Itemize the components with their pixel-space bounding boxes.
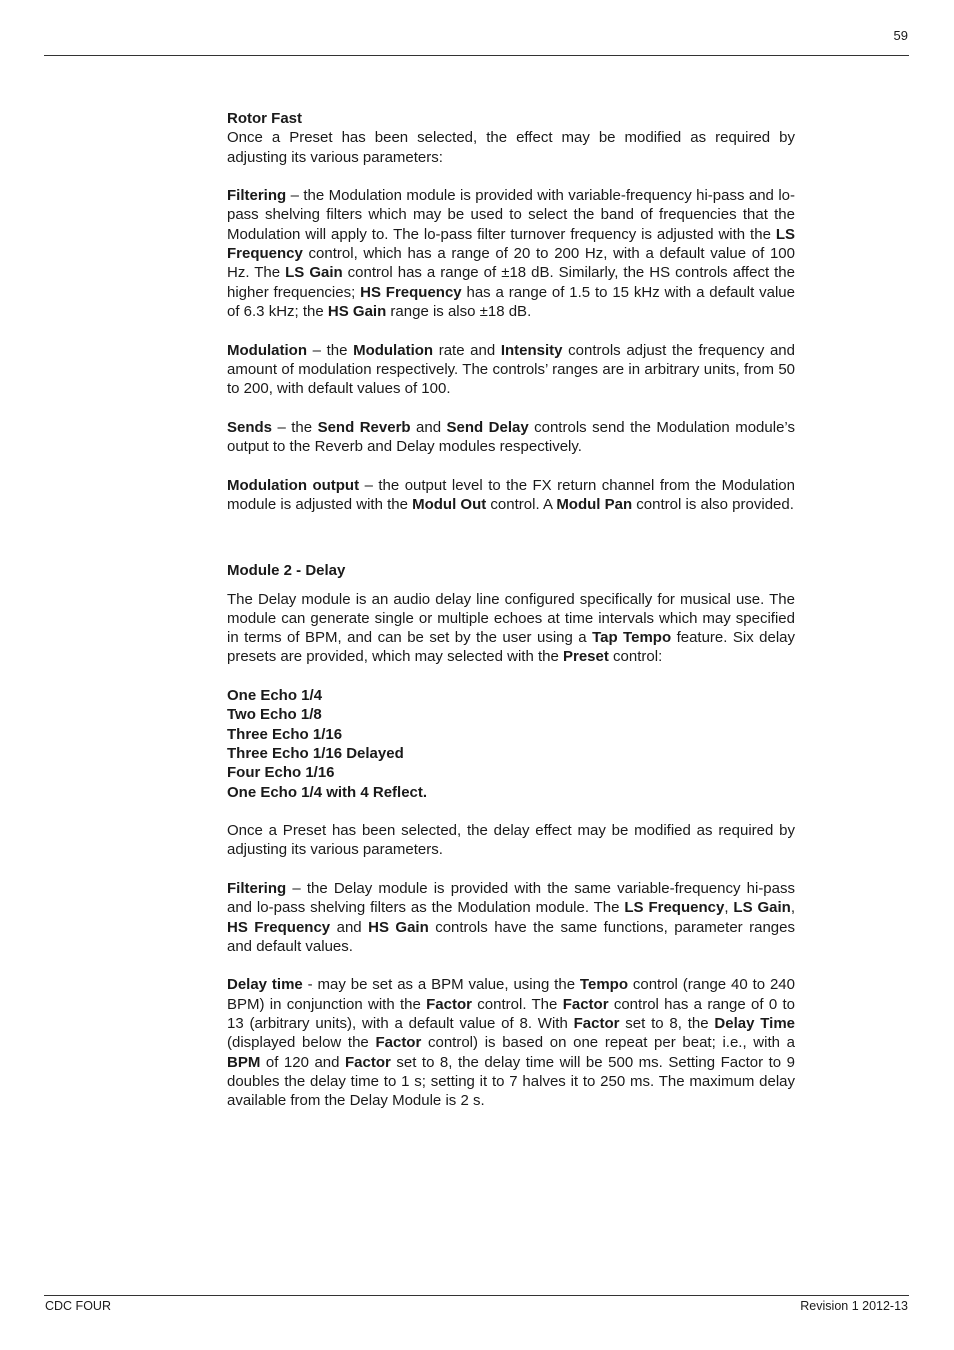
text-run: – the — [306, 341, 354, 359]
bold-term: BPM — [227, 1053, 261, 1071]
text-run: range is also ±18 dB. — [386, 302, 532, 320]
preset-item: Four Echo 1/16 — [227, 764, 335, 782]
text-run: controls send the Modulation module’s output to the Reverb and Delay modules respectively. — [227, 418, 795, 456]
text-run: control. A — [486, 495, 557, 513]
text-run: control) is based on one repeat per beat; i.e., with a — [421, 1034, 795, 1052]
text-run: , — [724, 899, 734, 917]
bold-term: LS Gain — [285, 264, 343, 282]
delay-after-presets-paragraph: Once a Preset has been selected, the delay effect may be modified as required by adjusting its various parameters. — [227, 822, 795, 859]
bold-term: Modul Pan — [556, 495, 633, 513]
footer-rule — [44, 1295, 909, 1296]
bold-term: Filtering — [227, 187, 287, 205]
bold-term: LS Gain — [733, 899, 791, 917]
text-run: – the output level to the FX return channel from the Modulation module is adjusted with the — [227, 476, 795, 513]
rotor-output-paragraph — [227, 476, 795, 515]
bold-term: Modulation — [227, 341, 307, 359]
delay-time-paragraph — [227, 975, 795, 1110]
preset-item: Three Echo 1/16 — [227, 725, 343, 743]
text-run: - may be set as a BPM value, using the — [302, 976, 580, 994]
bold-term: Tap Tempo — [592, 629, 672, 647]
text-run: set to 8, the delay time will be 500 ms. Setting Factor to 9 doubles the delay time to 1 s; setting it to 7 halves it to 250 ms. The maximum delay available from the Delay Module is 2 s. — [227, 1053, 795, 1110]
text-run: rate and — [433, 341, 501, 359]
bold-term: LS Frequency — [624, 899, 725, 917]
text-run: control has a range of ±18 dB. Similarly, the HS controls affect the higher frequencies; — [227, 264, 795, 301]
text-run: of 120 and — [260, 1053, 345, 1071]
bold-term: Modulation — [353, 341, 434, 359]
text-run: control is also provided. — [632, 495, 794, 513]
delay-intro-paragraph — [227, 590, 795, 667]
text-run: (displayed below the — [227, 1034, 376, 1052]
rotor-fast-heading: Rotor Fast — [227, 110, 302, 127]
rotor-modulation-paragraph — [227, 341, 795, 399]
text-run: – the Modulation module is provided with variable-frequency hi-pass and lo-pass shelving filters which may be used to select the band of frequencies that the Modulation will apply to. The lo-pass filter turnover frequency is adjusted with the — [227, 187, 795, 243]
footer-revision: Revision 1 2012-13 — [800, 1299, 908, 1313]
preset-item: Three Echo 1/16 Delayed — [227, 744, 404, 762]
bold-term: HS Frequency — [360, 283, 462, 301]
delay-preset-list — [227, 686, 795, 802]
bold-term: Tempo — [579, 976, 628, 994]
rotor-filtering-paragraph — [227, 186, 795, 321]
page-content — [227, 109, 795, 1111]
preset-item: One Echo 1/4 — [227, 687, 323, 705]
bold-term: Modulation output — [227, 476, 360, 494]
footer-product-name: CDC FOUR — [45, 1299, 111, 1313]
preset-item: One Echo 1/4 with 4 Reflect. — [227, 783, 428, 801]
bold-term: Preset — [563, 648, 609, 666]
bold-term: Filtering — [227, 879, 287, 897]
bold-term: Factor — [345, 1053, 391, 1071]
text-run: set to 8, the — [619, 1015, 715, 1033]
bold-term: Sends — [227, 418, 273, 436]
header-rule — [44, 55, 909, 56]
bold-term: Factor — [562, 995, 609, 1013]
text-run: controls have the same functions, parameter ranges and default values. — [227, 918, 795, 955]
text-run: and — [410, 418, 447, 436]
text-run: The Delay module is an audio delay line configured specifically for musical use. The module can generate single or multiple echoes at time intervals which may specified in terms of BPM, and can be set by the user using a — [227, 590, 795, 647]
text-run: control. The — [471, 995, 563, 1013]
text-run: , — [790, 899, 795, 917]
bold-term: Factor — [426, 995, 472, 1013]
bold-term: Send Reverb — [317, 418, 411, 436]
page-number: 59 — [893, 28, 908, 43]
bold-term: Factor — [375, 1034, 422, 1052]
text-run: – the Delay module is provided with the same variable-frequency hi-pass and lo-pass shelving filters as the Modulation module. The — [227, 879, 795, 917]
bold-term: Delay time — [227, 976, 303, 994]
text-run: control: — [608, 648, 663, 666]
bold-term: HS Gain — [368, 918, 429, 936]
bold-term: Delay Time — [714, 1015, 796, 1033]
rotor-sends-paragraph — [227, 418, 795, 457]
delay-filtering-paragraph — [227, 879, 795, 956]
text-run: and — [330, 918, 369, 936]
text-run: control has a range of 0 to 13 (arbitrary units), with a default value of 8. With — [227, 995, 795, 1033]
bold-term: Modul Out — [412, 495, 487, 513]
text-run: – the — [272, 418, 318, 436]
text-run: has a range of 1.5 to 15 kHz with a default value of 6.3 kHz; the — [227, 283, 795, 320]
preset-item: Two Echo 1/8 — [227, 706, 322, 724]
bold-term: Send Delay — [446, 418, 529, 436]
bold-term: HS Frequency — [227, 918, 331, 936]
bold-term: Intensity — [500, 341, 563, 359]
bold-term: Factor — [573, 1015, 620, 1033]
text-run: control, which has a range of 20 to 200 Hz, with a default value of 100 Hz. The — [227, 245, 795, 282]
bold-term: LS Frequency — [227, 225, 795, 263]
delay-module-heading: Module 2 - Delay — [227, 562, 346, 580]
rotor-intro-paragraph: Once a Preset has been selected, the effect may be modified as required by adjusting its various parameters: — [227, 129, 795, 166]
text-run: controls adjust the frequency and amount of modulation respectively. The controls’ ranges are in arbitrary units, from 50 to 200, with default values of 100. — [227, 341, 795, 398]
text-run: control (range 40 to 240 BPM) in conjunction with the — [227, 976, 795, 1013]
text-run: feature. Six delay presets are provided, which may selected with the — [227, 629, 796, 666]
bold-term: HS Gain — [327, 302, 387, 320]
